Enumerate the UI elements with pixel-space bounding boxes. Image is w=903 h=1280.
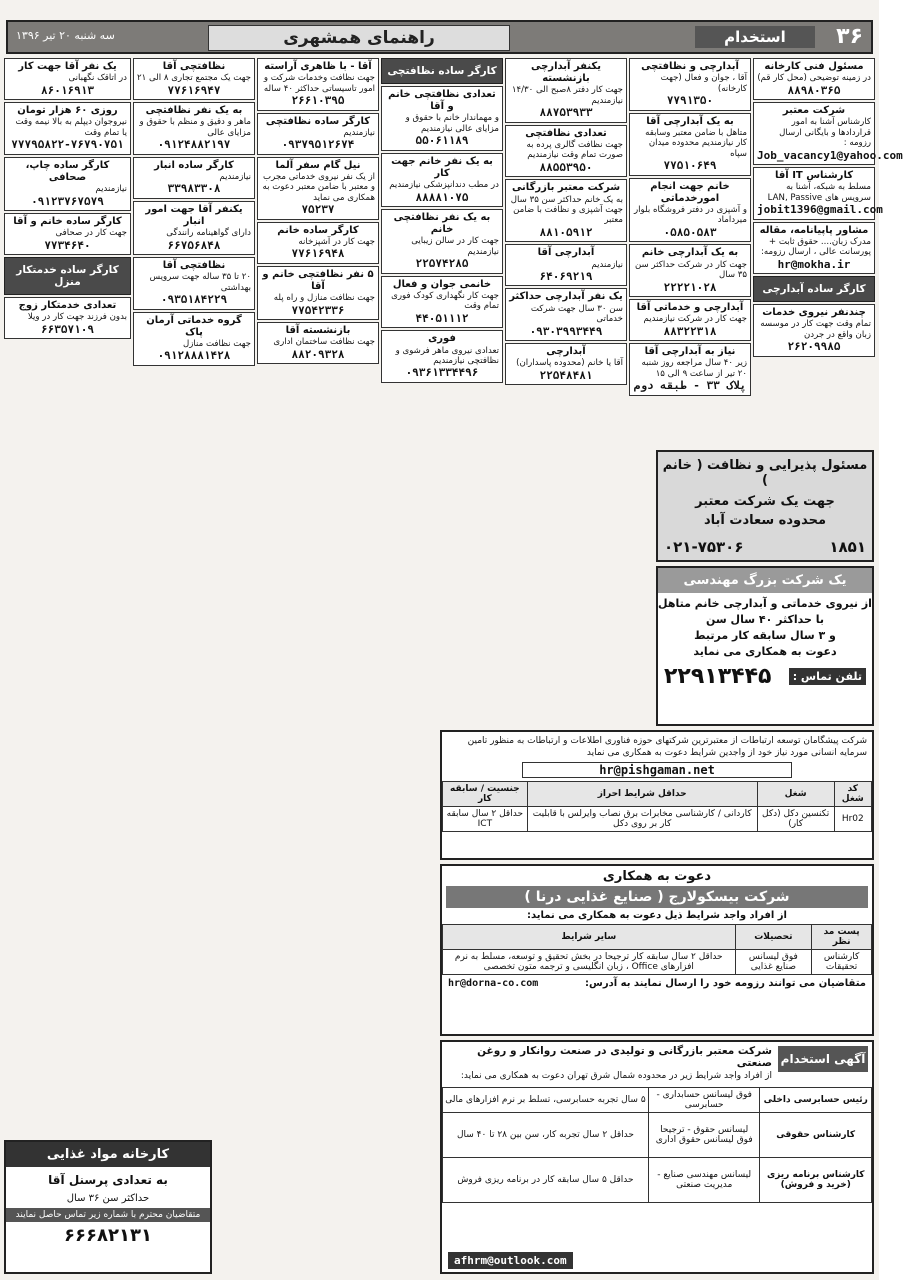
ad-body: جهت کار دفتر ۸صبح الی ۱۴/۳۰ نیازمندیم <box>511 85 623 106</box>
ad-title: تعدادی نظافتچی خانم و آقا <box>388 89 496 113</box>
ad-phone: ۷۷۵۴۲۳۳۶ <box>291 303 345 317</box>
pg-h4: جنسیت / سابقه کار <box>443 782 528 807</box>
ad-phone: ۷۷۶۱۶۹۴۷ <box>167 83 221 97</box>
engineering-phone: ۲۲۹۱۳۴۴۵ <box>664 664 772 689</box>
ad-body: مسلط به شبکه، آشنا به سرویس های LAN, Passive <box>767 182 871 203</box>
section-label: کارگر ساده خدمتکار منزل <box>4 257 131 295</box>
ad-title: یکنفر آبدارچی بازنشسته <box>530 61 602 85</box>
ad-title: شرکت معتبر بازرگانی <box>511 182 621 194</box>
section-label: کارگر ساده آبدارچی <box>753 276 875 302</box>
pg-h1: کد شغل <box>834 782 871 807</box>
ad-title: نظافتچی آقا <box>162 259 226 271</box>
pg-h3: حداقل شرایط احراز <box>527 782 757 807</box>
ad-body: نیازمندیم <box>591 259 623 270</box>
pishgaman-table <box>442 781 872 832</box>
dn-h1: پست مد نظر <box>812 925 872 950</box>
page-header <box>6 20 873 54</box>
trade-title: شرکت معتبر بازرگانی و تولیدی در صنعت روانکار و روغن صنعتی <box>477 1045 772 1069</box>
pg-job: تکنسین دکل (دکل کار) <box>757 807 834 832</box>
classified-ad <box>629 178 751 243</box>
pishgaman-ad <box>440 730 874 860</box>
ad-title: آقا - با ظاهری آراسته <box>264 61 372 72</box>
ad-body: و آشپزی در دفتر فروشگاه بلوار میرداماد <box>634 204 747 226</box>
ad-body: در زمینه توضیحی (محل کار قم) <box>757 73 871 84</box>
classified-ad <box>4 157 131 211</box>
dn-edu: فوق لیسانس صنایع غذایی <box>735 950 812 975</box>
tr-r2c1: لیسانس مهندسی صنایع - مدیریت صنعتی <box>648 1158 760 1203</box>
engineering-phone-label: تلفن تماس : <box>789 668 866 685</box>
classified-ad <box>753 58 875 100</box>
ad-body: ۲۰ تا ۳۵ ساله جهت سرویس بهداشتی <box>149 272 251 293</box>
classified-ad <box>629 343 751 396</box>
ad-body: جهت نظافت وخدمات شرکت و امور تاسیساتی حداکثر ۴۰ ساله <box>263 73 375 94</box>
ad-phone: ۴۴۰۵۱۱۱۲ <box>415 311 469 325</box>
ad-phone: ۶۴۰۶۹۲۱۹ <box>539 270 593 284</box>
ad-body: جهت نظافت منازل و راه پله <box>273 293 375 304</box>
ad-body: نیازمندیم <box>95 184 127 195</box>
ad-phone: ۰۹۳۵۱۸۴۲۲۹ <box>160 293 228 307</box>
dorna-ad <box>440 864 874 1036</box>
ad-phone: ۰۹۱۲۸۸۸۱۴۲۸ <box>157 349 231 363</box>
ad-title: آبدارچی و نظافتچی <box>641 61 739 72</box>
ad-title: آبدارچی <box>546 346 586 357</box>
food-body: به تعدادی پرسنل آقا <box>48 1173 168 1187</box>
ad-body: نیازمندیم <box>343 127 375 138</box>
ad-title: کارشناس IT آقا <box>774 170 854 182</box>
pishgaman-intro: شرکت پیشگامان توسعه ارتباطات از معتبرترین شرکتهای حوزه فناوری اطلاعات و ارتباطات به منظور تامین سرمایه انسانی مورد نیاز خود از واجدین شرایط دعوت به همکاری می نماید <box>467 736 867 759</box>
ad-title: مسئول فنی کارخانه <box>764 61 864 72</box>
ad-title: کارگر ساده خانم <box>277 224 359 236</box>
ad-body: جهت کار نگهداری کودک فوری تمام وقت <box>391 290 499 312</box>
ad-title: روزی ۶۰ هزار تومان <box>17 105 118 117</box>
dn-post: کارشناس تحقیقات <box>812 950 872 975</box>
classified-ad <box>257 222 379 264</box>
dorna-footer: متقاضیان می توانند رزومه خود را ارسال نمایند به آدرس: <box>585 978 866 989</box>
ad-body: به یک خانم حداکثر سن ۳۵ سال جهت آشپزی و نظافت با ضامن معتبر <box>510 194 623 226</box>
classified-ad <box>629 58 751 111</box>
ad-body: کارشناس آشنا به امور قراردادها و بایگانی ارسال رزومه : <box>779 117 871 149</box>
ad-phone: ۵۵۰۶۱۱۸۹ <box>415 134 469 148</box>
issue-date: سه شنبه ۲۰ تیر ۱۳۹۶ <box>16 29 115 42</box>
ad-title: خانمی جوان و فعال <box>392 278 492 290</box>
ad-title: یک نفر آقا جهت کار <box>18 61 117 72</box>
hospitality-ad <box>656 450 874 562</box>
classified-ad <box>133 201 255 255</box>
ad-title: نظافتچی آقا <box>162 61 226 72</box>
category-label: استخدام <box>695 26 815 48</box>
ad-title: فوری <box>428 333 456 345</box>
classified-ad <box>257 58 379 111</box>
ad-body: در اتاقک نگهبانی <box>68 73 127 84</box>
ad-body: جهت نظافت ساختمان اداری <box>273 337 375 348</box>
ad-title: مشاور پاپیانامه، مقاله <box>759 224 869 236</box>
engineering-ad <box>656 566 874 726</box>
ad-phone: ۶۶۷۵۶۸۴۸ <box>167 238 221 252</box>
classified-ad <box>381 153 503 207</box>
classified-ad <box>381 330 503 383</box>
tr-r1c0: کارشناس حقوقی <box>760 1113 872 1158</box>
ad-phone: ۸۸۷۵۳۹۳۳ <box>539 106 593 120</box>
ad-title: آبدارچی و خدماتی آقا <box>636 301 744 313</box>
ad-body: از یک نفر نیروی خدماتی مجرب و معتبر با ضامن معتبر دعوت به همکاری می نماید <box>262 171 375 203</box>
ad-title: به یک آبدارچی آقا <box>646 115 734 127</box>
ad-phone: ۷۷۹۱۳۵۰ <box>666 94 714 108</box>
column-2 <box>629 58 751 398</box>
classified-ad <box>629 113 751 176</box>
dorna-company: شرکت بیسکولارج ( صنایع غذایی درنا ) <box>446 886 868 908</box>
food-call: متقاضیان محترم با شماره زیر تماس حاصل نمایند <box>6 1208 210 1222</box>
hospitality-phone: ۰۲۱-۷۵۳۰۶ <box>664 538 744 556</box>
ad-body: بدون فرزند جهت کار در ویلا <box>27 312 127 323</box>
ad-title: شرکت معتبر <box>782 105 846 117</box>
classified-ad <box>257 322 379 364</box>
ad-title: کارگر ساده خانم و آقا <box>13 215 122 227</box>
classified-ad <box>505 179 627 242</box>
ad-body: دارای گواهینامه رانندگی <box>166 228 251 239</box>
ad-body: متاهل با ضامن معتبر وسابقه کار نیازمندیم محدوده میدان سپاه <box>645 127 747 159</box>
ad-phone: ۸۸۵۵۳۹۵۰ <box>539 160 593 174</box>
pg-exp: حداقل ۲ سال سابقه ICT <box>443 807 528 832</box>
ad-phone: ۸۸۱۰۵۹۱۲ <box>539 225 593 239</box>
column-3 <box>505 58 627 387</box>
column-5 <box>257 58 379 366</box>
tr-r0c0: رئیس حسابرسی داخلی <box>760 1088 872 1113</box>
classified-ad <box>133 102 255 155</box>
dorna-email: hr@dorna-co.com <box>448 978 539 989</box>
classified-ad <box>133 157 255 199</box>
dn-h3: سایر شرایط <box>443 925 736 950</box>
ad-phone: ۷۷۵۱۰۶۴۹ <box>663 159 717 173</box>
page-title: راهنمای همشهری <box>208 25 510 51</box>
page-number: ۳۶ <box>836 24 863 49</box>
food-factory-ad <box>4 1140 212 1274</box>
ad-phone: ۸۸۸۸۱۰۷۵ <box>415 190 469 204</box>
classified-ad <box>4 102 131 155</box>
hospitality-line2: جهت یک شرکت معتبر <box>695 494 835 509</box>
engineering-body3: و ۳ سال سابقه کار مرتبط <box>694 629 836 642</box>
hospitality-short-code: ۱۸۵۱ <box>829 538 866 556</box>
ad-phone: hr@mokha.ir <box>777 257 851 271</box>
ad-title: یکنفر آقا جهت امور انبار <box>145 203 243 227</box>
ad-title: کارگر ساده نظافتچی <box>265 115 371 127</box>
classified-ad <box>629 299 751 341</box>
tr-r1c2: حداقل ۲ سال تجربه کار، سن بین ۲۸ تا ۴۰ سال <box>443 1113 649 1158</box>
hospitality-title: مسئول پذیرایی و نظافت ( خانم ) <box>662 458 868 488</box>
pishgaman-email: hr@pishgaman.net <box>522 762 792 778</box>
tr-r2c0: کارشناس برنامه ریزی (خرید و فروش) <box>760 1158 872 1203</box>
ad-phone: Job_vacancy1@yahoo.com <box>757 148 903 162</box>
classified-ad <box>381 276 503 329</box>
classified-ad <box>381 209 503 274</box>
food-title: کارخانه مواد غذایی <box>6 1142 210 1167</box>
tr-r2c2: حداقل ۵ سال سابقه کار در برنامه ریزی فروش <box>443 1158 649 1203</box>
classified-ad <box>133 257 255 310</box>
food-phone: ۶۶۶۸۲۱۳۱ <box>64 1225 152 1246</box>
ad-body: آقا یا خانم (محدوده پاسداران) <box>516 358 623 369</box>
food-age: حداکثر سن ۳۶ سال <box>66 1193 150 1204</box>
ad-body: جهت یک مجتمع تجاری ۸ الی ۲۱ <box>137 73 251 84</box>
engineering-body1: از نیروی خدماتی و آبدارچی خانم متاهل <box>658 597 872 610</box>
ad-title: تعدادی خدمتکار زوج <box>18 299 117 311</box>
ad-phone: ۷۵۲۳۷ <box>301 203 335 217</box>
ad-title: به یک آبدارچی خانم <box>641 247 739 259</box>
trade-email: afhrm@outlook.com <box>448 1252 573 1269</box>
ad-title: نیاز به آبدارچی آقا <box>644 346 736 357</box>
classified-ad <box>257 113 379 155</box>
ad-phone: ۲۲۵۷۴۲۸۵ <box>415 257 469 271</box>
classified-ad <box>505 244 627 286</box>
classified-ad <box>257 266 379 320</box>
hospitality-line3: محدوده سعادت آباد <box>703 513 827 528</box>
ad-body: نیازمندیم <box>219 171 251 182</box>
ad-phone: ۷۷۳۴۶۴۰ <box>44 238 91 252</box>
ad-title: به یک نفر خانم جهت کار <box>391 155 493 179</box>
ad-phone: ۲۲۲۲۱۰۲۸ <box>663 280 717 294</box>
classified-ad <box>753 304 875 357</box>
ad-body: نیروجوان دیپلم به بالا نیمه وقت یا تمام وقت <box>15 117 127 138</box>
ad-phone: ۳۳۹۸۳۳۰۸ <box>167 182 221 196</box>
trade-table <box>442 1087 872 1203</box>
classified-ad <box>629 244 751 297</box>
classified-ad <box>257 157 379 220</box>
ad-phone: ۰۹۱۲۴۸۸۲۱۹۷ <box>157 138 231 152</box>
ad-phone: ۸۸۲۰۹۳۲۸ <box>291 347 345 361</box>
ad-title: آبدارچی آقا <box>537 247 595 259</box>
ad-phone: ۲۶۶۱۰۳۹۵ <box>291 94 345 108</box>
engineering-body2: با حداکثر ۴۰ سال سن <box>705 613 824 626</box>
ad-title: گروه خدماتی آرمان پاک <box>146 314 242 338</box>
ad-phone: ۷۷۷۹۵۸۲۲-۷۶۷۹۰۷۵۱ <box>11 138 124 152</box>
ad-body: در مطب دندانپزشکی نیازمندیم <box>389 180 499 191</box>
pg-h2: شغل <box>757 782 834 807</box>
ad-body: زیر ۴۰ سال مراجعه روز شنبه ۲۰ تیر از ساعت ۹ الی ۱۵ <box>641 358 747 379</box>
ad-title: بازنشسته آقا <box>285 325 351 337</box>
ad-title: چندنفر نیروی خدمات <box>762 307 866 319</box>
ad-phone: ۸۸۳۲۲۳۱۸ <box>663 324 717 338</box>
ad-phone: ۲۶۲۰۹۹۸۵ <box>787 340 841 354</box>
ad-body: جهت نظافت منازل <box>183 338 251 349</box>
ad-body: مدرک زبان.... حقوق ثابت + پورسانت عالی ، ارسال رزومه: <box>760 236 871 258</box>
ad-phone: ۰۹۳۶۱۳۳۴۴۹۶ <box>405 366 479 380</box>
tr-r1c1: لیسانس حقوق - ترجیحا فوق لیسانس حقوق اداری <box>648 1113 760 1158</box>
dorna-invite: دعوت به همکاری <box>602 869 712 884</box>
ad-body: سن ۳۰ سال جهت شرکت خدماتی <box>530 303 623 325</box>
ad-phone: ۶۶۳۵۷۱۰۹ <box>41 322 94 336</box>
ad-phone: ۰۹۳۰۳۹۹۳۴۴۹ <box>529 324 603 338</box>
ad-phone: ۷۷۶۱۶۹۴۸ <box>291 247 345 261</box>
pg-req: کاردانی / کارشناسی مخابرات برق نصاب وایرلس با قابلیت کار بر روی دکل <box>527 807 757 832</box>
ad-body: جهت کار در سالن زیبایی نیازمندیم <box>411 236 499 257</box>
classified-ad <box>4 213 131 255</box>
classified-ad <box>753 167 883 220</box>
classified-ad <box>4 297 131 339</box>
section-label: کارگر ساده نظافتچی <box>381 58 503 84</box>
engineering-title: یک شرکت بزرگ مهندسی <box>658 568 872 593</box>
ad-body: جهت کار در شرکت نیازمندیم <box>643 314 747 325</box>
classified-ad <box>133 58 255 100</box>
ad-title: خانم جهت انجام امورخدماتی <box>650 180 730 204</box>
classified-ad <box>4 58 131 100</box>
dorna-table <box>442 924 872 975</box>
dorna-sub: از افراد واجد شرایط ذیل دعوت به همکاری می نماید: <box>527 910 787 921</box>
ad-body: ماهر و دقیق و منظم با حقوق و مزایای عالی <box>139 117 251 138</box>
classified-ad <box>505 125 627 178</box>
trade-badge: آگهی استخدام <box>778 1046 868 1072</box>
ad-body: و مهماندار خانم با حقوق و مزایای عالی نیازمندیم <box>405 113 499 134</box>
ad-title: یک نفر آبدارچی حداکثر <box>509 291 623 303</box>
ad-title: به یک نفر نظافتچی <box>145 105 243 117</box>
classified-ad <box>505 288 627 341</box>
ad-title: کارگر ساده چاپ، صحافی <box>25 159 110 183</box>
dn-h2: تحصیلات <box>735 925 812 950</box>
tr-r0c2: ۵ سال تجربه حسابرسی، تسلط بر نرم افزارهای مالی <box>443 1088 649 1113</box>
ad-body: تمام وقت جهت کار در موسسه زبان واقع در جردن <box>760 319 871 340</box>
classified-ad <box>753 222 875 275</box>
ad-phone: ۰۹۱۲۳۷۶۷۵۷۹ <box>31 194 104 208</box>
trade-ad <box>440 1040 874 1274</box>
ad-body: تعدادی نیروی ماهر فرشوی و نظافتچی نیازمندیم <box>395 345 499 366</box>
ad-title: به یک نفر نظافتچی خانم <box>393 212 491 236</box>
pg-code: Hr02 <box>834 807 871 832</box>
ad-title: نیل گام سفر آلما <box>275 159 361 171</box>
ad-phone: ۸۸۹۸۰۳۶۵ <box>787 83 841 97</box>
classified-ad <box>133 312 255 366</box>
classified-ad <box>505 343 627 385</box>
column-7 <box>4 58 131 341</box>
ad-phone: jobit1396@gmail.com <box>757 203 883 217</box>
classified-ad <box>753 102 903 165</box>
ad-phone: پلاک ۳۳ - طبقه دوم <box>633 379 747 393</box>
dn-req: حداقل ۲ سال سابقه کار ترجیحا در بخش تحقیق و توسعه، مسلط به نرم افزارهای Office ، زبان انگلیسی و ترجمه متون تخصصی <box>443 950 736 975</box>
ad-body: جهت نظافت گالری پرده به صورت تمام وقت نیازمندیم <box>526 139 623 161</box>
classified-ad <box>381 86 503 151</box>
ad-body: آقا ، جوان و فعال (جهت کارخانه) <box>660 73 747 94</box>
engineering-body4: دعوت به همکاری می نماید <box>693 645 837 658</box>
ad-title: ۵ نفر نظافتچی خانم و آقا <box>262 268 374 292</box>
ad-phone: ۰۹۳۷۹۵۱۲۶۷۴ <box>281 138 355 152</box>
trade-sub: از افراد واجد شرایط زیر در محدوده شمال شرق تهران دعوت به همکاری می نماید: <box>460 1071 772 1081</box>
ad-phone: ۲۲۵۴۸۴۸۱ <box>539 368 593 382</box>
ad-phone: ۸۶۰۱۶۹۱۳ <box>41 83 94 97</box>
ad-title: کارگر ساده انبار <box>154 159 234 171</box>
classified-ad <box>505 58 627 123</box>
column-4 <box>381 58 503 385</box>
ad-phone: ۰۵۸۵۰۵۸۳ <box>663 225 717 239</box>
ad-body: جهت کار در صحافی <box>55 228 127 239</box>
ad-title: تعدادی نظافتچی <box>525 127 607 139</box>
tr-r0c1: فوق لیسانس حسابداری - حسابرسی <box>648 1088 760 1113</box>
column-6 <box>133 58 255 368</box>
ad-body: جهت کار در شرکت حداکثر سن ۳۵ سال <box>634 259 747 281</box>
column-1 <box>753 58 903 359</box>
ad-body: جهت کار در آشپزخانه <box>298 236 375 247</box>
